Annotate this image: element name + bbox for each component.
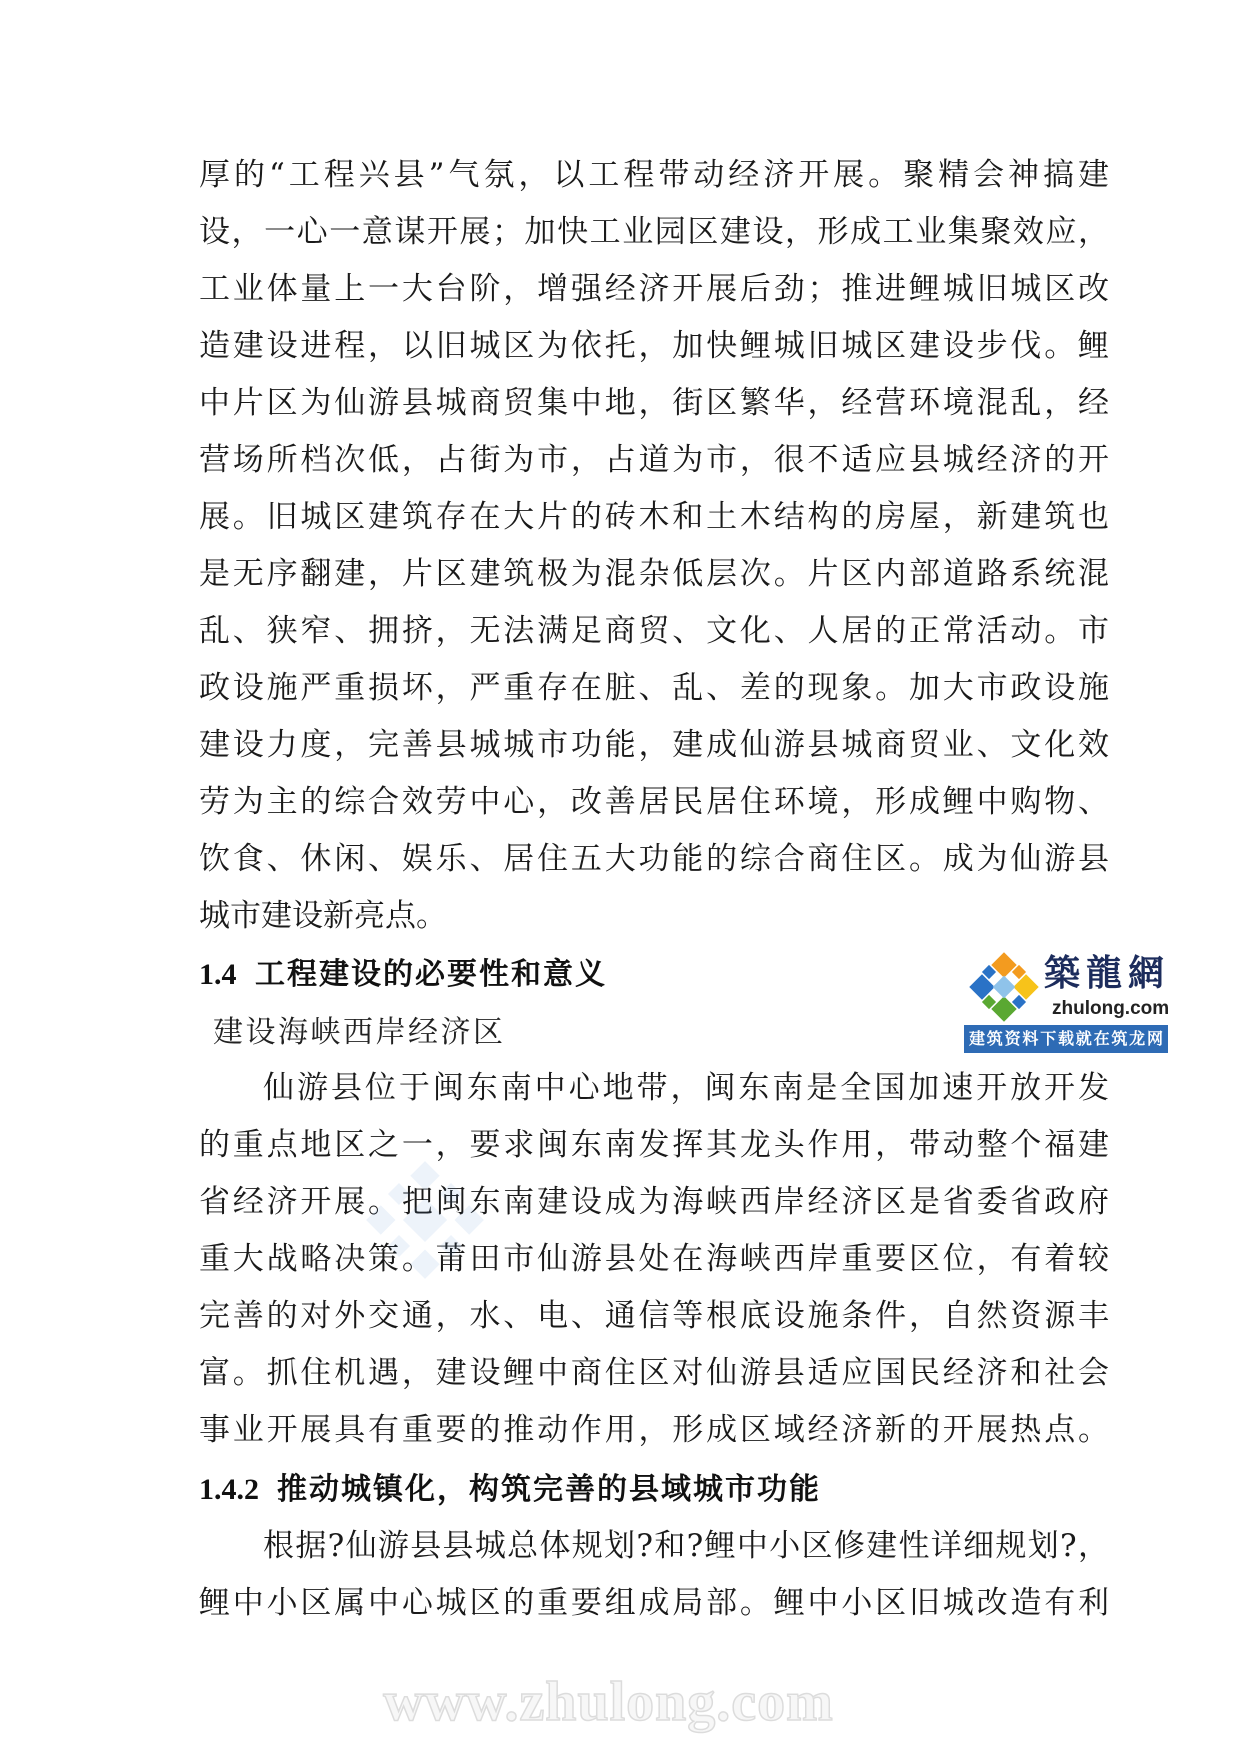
paragraph-line: 劳为主的综合效劳中心，改善居民居住环境，形成鲤中购物、 [199, 784, 1109, 820]
paragraph-line: 厚的“工程兴县”气氛，以工程带动经济开展。聚精会神搞建 [199, 157, 1109, 193]
logo-slogan-bar: 建筑资料下载就在筑龙网 [964, 1025, 1168, 1053]
section-title: 推动城镇化，构筑完善的县域城市功能 [277, 1472, 821, 1507]
paragraph-line: 设，一心一意谋开展；加快工业园区建设，形成工业集聚效应， [199, 214, 1109, 250]
zhulong-logo [964, 948, 1168, 1053]
zhulong-pinwheel-icon [968, 951, 1040, 1023]
paragraph-line: 展。旧城区建筑存在大片的砖木和土木结构的房屋，新建筑也 [199, 499, 1109, 535]
section-number: 1.4 [199, 958, 237, 991]
paragraph-line: 乱、狭窄、拥挤，无法满足商贸、文化、人居的正常活动。市 [199, 613, 1109, 649]
paragraph-line: 完善的对外交通，水、电、通信等根底设施条件，自然资源丰 [199, 1298, 1109, 1334]
subsection-heading: 建设海峡西岸经济区 [213, 1015, 506, 1050]
paragraph-line: 是无序翻建，片区建筑极为混杂低层次。片区内部道路系统混 [199, 556, 1109, 592]
bottom-watermark-text: www.zhulong.com [383, 1671, 834, 1733]
paragraph-line: 中片区为仙游县城商贸集中地，街区繁华，经营环境混乱，经 [199, 385, 1109, 421]
paragraph-line: 政设施严重损坏，严重存在脏、乱、差的现象。加大市政设施 [199, 670, 1109, 706]
section-heading-1-4 [199, 946, 607, 1003]
paragraph-line: 建设力度，完善县城城市功能，建成仙游县城商贸业、文化效 [199, 727, 1109, 763]
paragraph-line: 根据?仙游县县城总体规划?和?鲤中小区修建性详细规划?， [263, 1528, 1109, 1564]
paragraph-line: 鲤中小区属中心城区的重要组成局部。鲤中小区旧城改造有利 [199, 1585, 1109, 1621]
paragraph-line: 省经济开展。把闽东南建设成为海峡西岸经济区是省委省政府 [199, 1184, 1109, 1220]
paragraph-line: 城市建设新亮点。 [199, 898, 447, 934]
logo-name: 築龍網 [1044, 952, 1164, 994]
paragraph-line: 的重点地区之一，要求闽东南发挥其龙头作用，带动整个福建 [199, 1127, 1109, 1163]
paragraph-line: 营场所档次低，占街为市，占道为市，很不适应县城经济的开 [199, 442, 1109, 478]
paragraph-line: 仙游县位于闽东南中心地带，闽东南是全国加速开放开发 [263, 1070, 1109, 1106]
paragraph-line: 重大战略决策。莆田市仙游县处在海峡西岸重要区位，有着较 [199, 1241, 1109, 1277]
snowflake-watermark-icon [360, 1155, 490, 1285]
paragraph-line: 工业体量上一大台阶，增强经济开展后劲；推进鲤城旧城区改 [199, 271, 1109, 307]
paragraph-line: 富。抓住机遇，建设鲤中商住区对仙游县适应国民经济和社会 [199, 1355, 1109, 1391]
section-title: 工程建设的必要性和意义 [255, 957, 607, 992]
paragraph-line: 造建设进程，以旧城区为依托，加快鲤城旧城区建设步伐。鲤 [199, 328, 1109, 364]
paragraph-line: 饮食、休闲、娱乐、居住五大功能的综合商住区。成为仙游县 [199, 841, 1109, 877]
logo-domain: zhulong.com [1052, 998, 1170, 1019]
paragraph-line: 事业开展具有重要的推动作用，形成区域经济新的开展热点。 [199, 1412, 1109, 1448]
section-heading-1-4-2 [199, 1461, 821, 1518]
section-number: 1.4.2 [199, 1473, 259, 1506]
